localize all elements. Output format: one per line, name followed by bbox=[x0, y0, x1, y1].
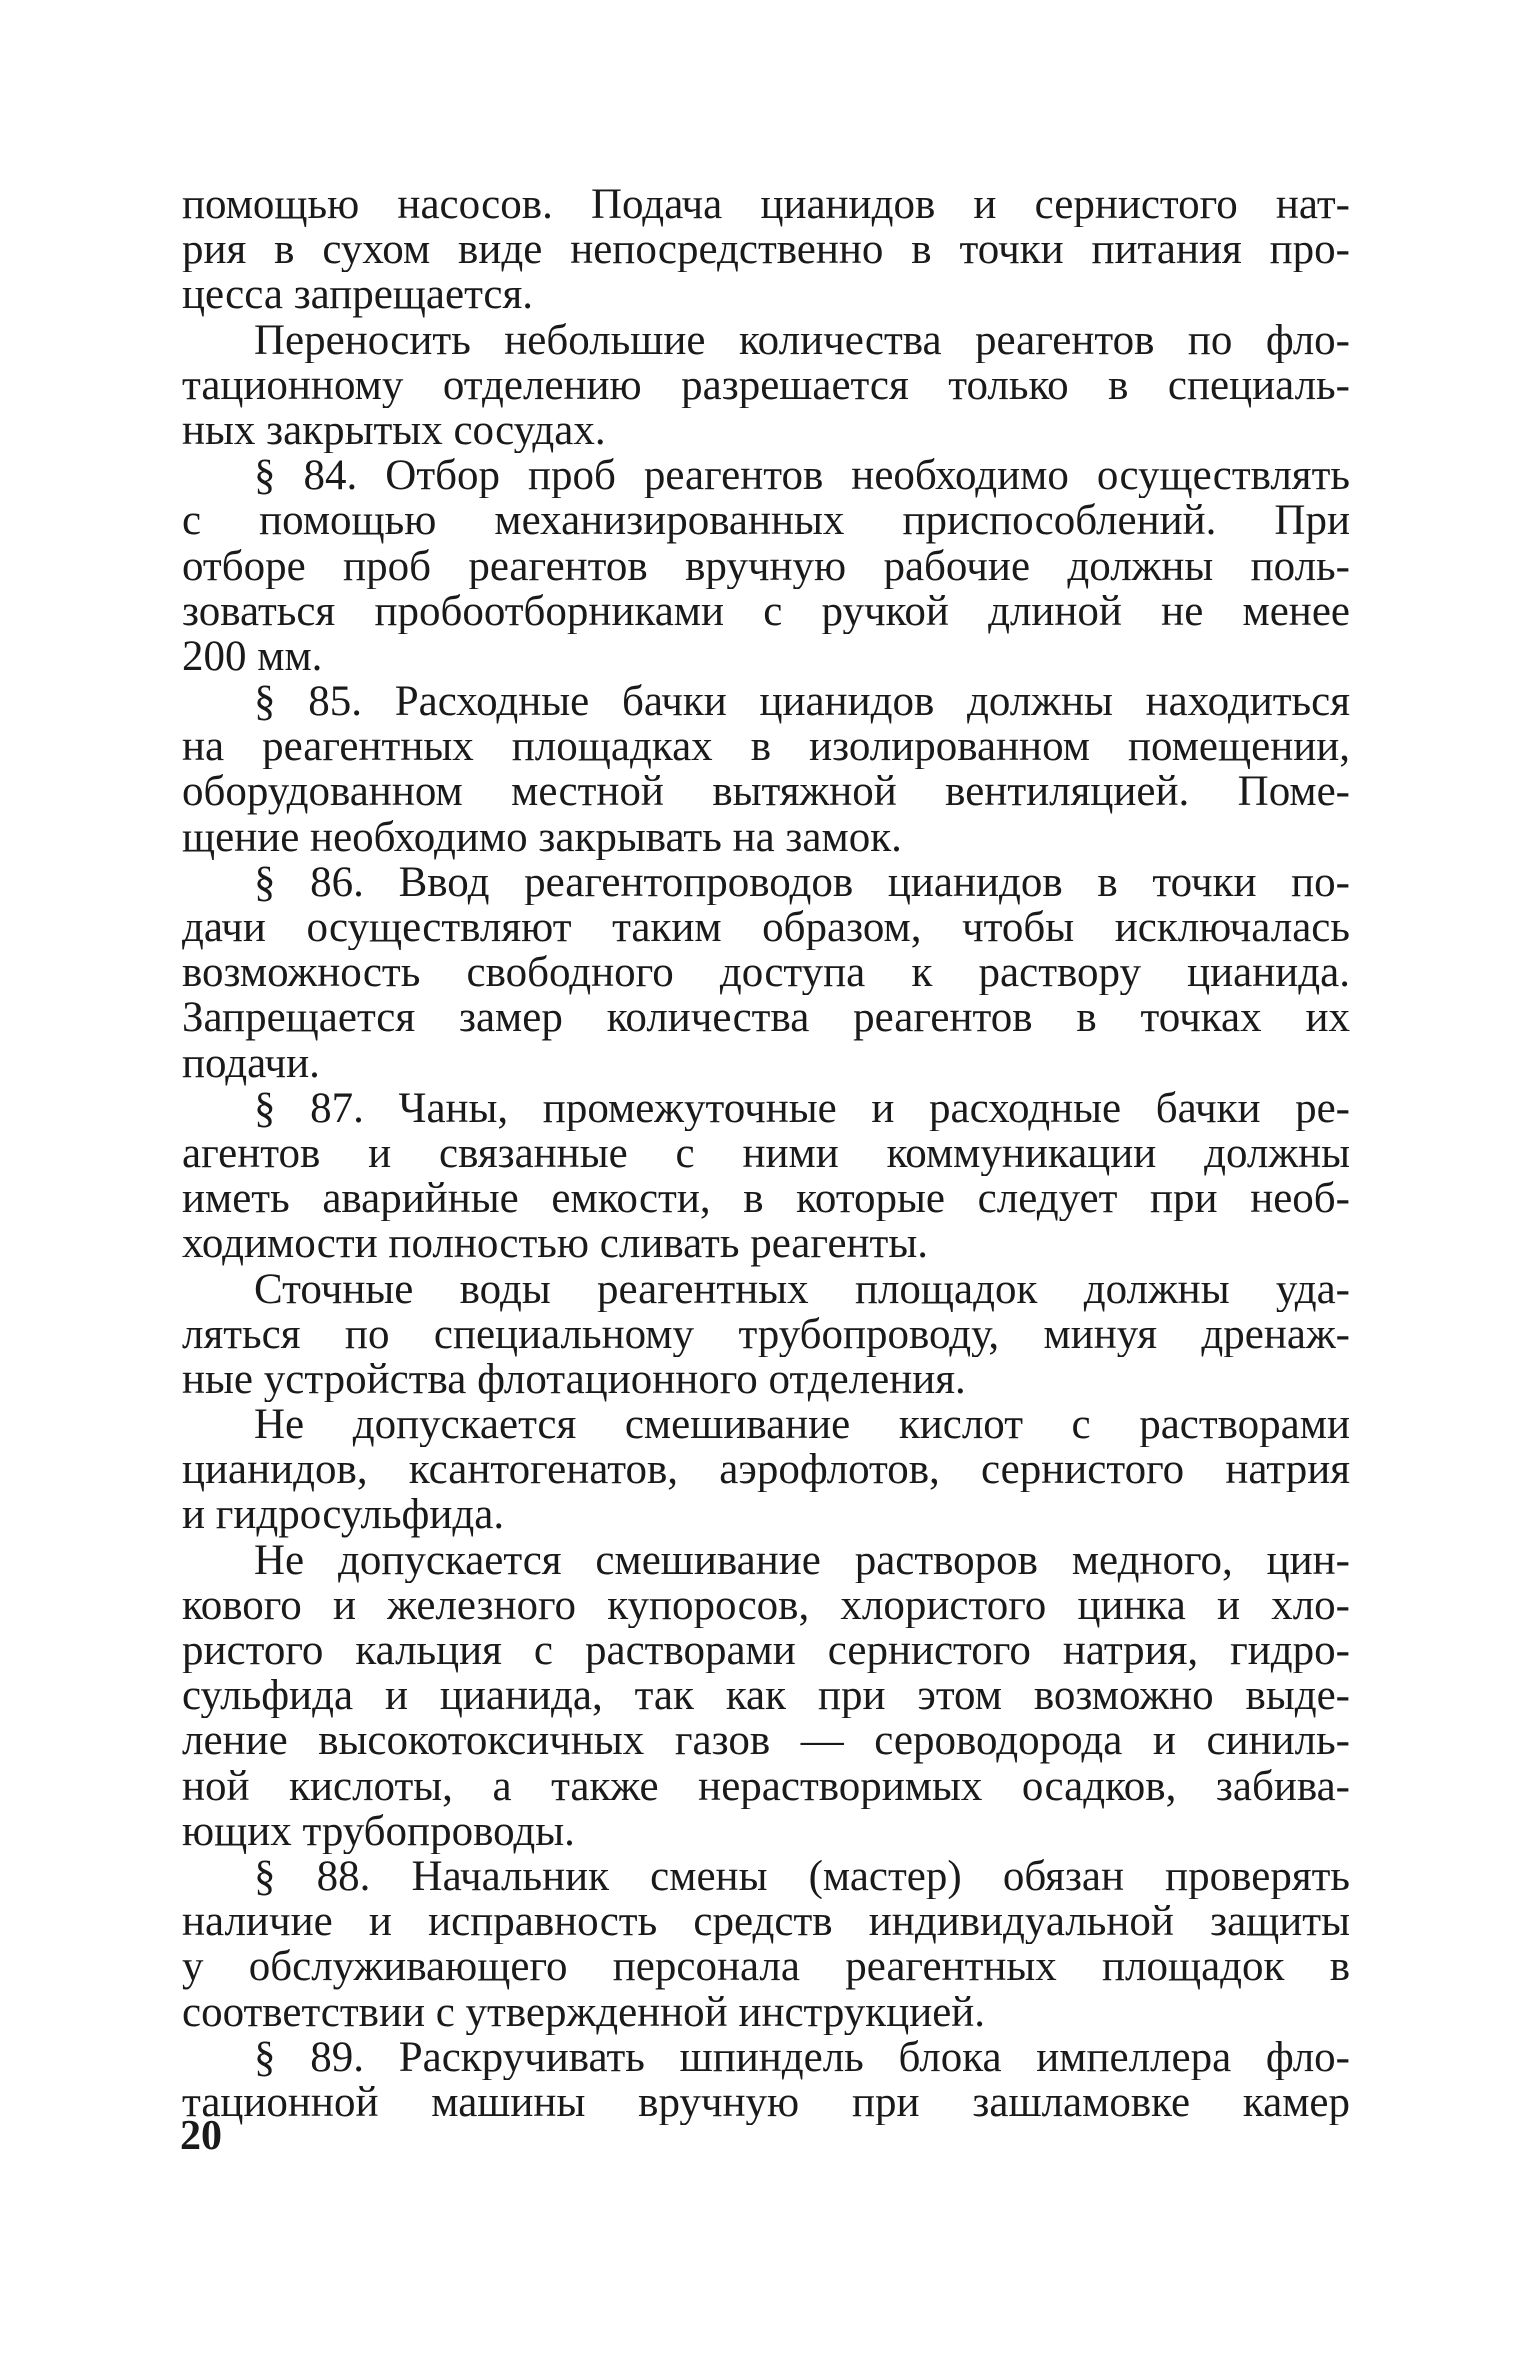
text-line: § 84. Отбор проб реагентов необходимо осуществлять bbox=[254, 453, 1350, 499]
text-line: ляться по специальному трубопроводу, минуя дренаж- bbox=[182, 1311, 1350, 1357]
text-line: агентов и связанные с ними коммуникации должны bbox=[182, 1130, 1350, 1177]
paragraph bbox=[182, 2035, 1350, 2125]
text-line: Сточные воды реагентных площадок должны уда- bbox=[254, 1266, 1350, 1312]
paragraph bbox=[182, 1267, 1350, 1403]
text-line: § 88. Начальник смены (мастер) обязан проверять bbox=[254, 1853, 1350, 1900]
page-body bbox=[182, 182, 1350, 2125]
paragraph bbox=[182, 1538, 1350, 1854]
text-line: наличие и исправность средств индивидуальной защиты bbox=[182, 1899, 1350, 1945]
text-line: кового и железного купоросов, хлористого цинка и хло- bbox=[182, 1582, 1350, 1628]
text-line: зоваться пробоотборниками с ручкой длиной не менее bbox=[182, 588, 1350, 634]
text-line: ные устройства флотационного отделения. bbox=[182, 1356, 966, 1403]
text-line: и гидросульфида. bbox=[182, 1492, 505, 1538]
text-line: у обслуживающего персонала реагентных площадок в bbox=[182, 1944, 1350, 1990]
text-line: дачи осуществляют таким образом, чтобы исключалась bbox=[182, 905, 1350, 951]
text-line: сульфида и цианида, так как при этом возможно выде- bbox=[182, 1673, 1350, 1719]
text-line: § 89. Раскручивать шпиндель блока импеллера фло- bbox=[254, 2034, 1350, 2080]
text-line: помощью насосов. Подача цианидов и сернистого нат- bbox=[182, 182, 1350, 228]
paragraph bbox=[182, 1402, 1350, 1538]
paragraph bbox=[182, 318, 1350, 454]
text-line: подачи. bbox=[182, 1040, 320, 1086]
text-line: ристого кальция с растворами сернистого натрия, гидро- bbox=[182, 1628, 1350, 1674]
text-line: § 86. Ввод реагентопроводов цианидов в точки по- bbox=[254, 859, 1350, 905]
text-line: на реагентных площадках в изолированном помещении, bbox=[182, 724, 1350, 770]
text-line: тационной машины вручную при зашламовке камер bbox=[182, 2079, 1350, 2126]
text-line: Не допускается смешивание кислот с растворами bbox=[254, 1402, 1350, 1448]
text-line: цесса запрещается. bbox=[182, 272, 534, 318]
text-line: Запрещается замер количества реагентов в точках их bbox=[182, 995, 1350, 1041]
text-line: ющих трубопроводы. bbox=[182, 1808, 575, 1854]
paragraph bbox=[182, 182, 1350, 318]
page-number: 20 bbox=[180, 2113, 222, 2159]
text-line: рия в сухом виде непосредственно в точки питания про- bbox=[182, 227, 1350, 273]
text-line: тационному отделению разрешается только в специаль- bbox=[182, 362, 1350, 408]
paragraph bbox=[182, 1854, 1350, 2035]
text-line: 200 мм. bbox=[182, 633, 323, 680]
text-line: Не допускается смешивание растворов медного, цин- bbox=[254, 1537, 1350, 1583]
text-line: ных закрытых сосудах. bbox=[182, 407, 606, 454]
paragraph bbox=[182, 679, 1350, 860]
paragraph bbox=[182, 453, 1350, 679]
text-line: отборе проб реагентов вручную рабочие должны поль- bbox=[182, 543, 1350, 589]
text-line: ной кислоты, а также нерастворимых осадков, забива- bbox=[182, 1763, 1350, 1809]
text-line: возможность свободного доступа к раствору цианида. bbox=[182, 950, 1350, 996]
text-line: Переносить небольшие количества реагентов по фло- bbox=[254, 317, 1350, 363]
text-line: ление высокотоксичных газов — сероводорода и синиль- bbox=[182, 1718, 1350, 1764]
text-line: § 85. Расходные бачки цианидов должны находиться bbox=[254, 679, 1350, 725]
text-line: оборудованном местной вытяжной вентиляцией. Поме- bbox=[182, 769, 1350, 815]
text-line: ходимости полностью сливать реагенты. bbox=[182, 1221, 928, 1267]
text-line: с помощью механизированных приспособлений. При bbox=[182, 498, 1350, 544]
text-line: соответствии с утвержденной инструкцией. bbox=[182, 1989, 986, 2035]
text-line: § 87. Чаны, промежуточные и расходные бачки ре- bbox=[254, 1085, 1350, 1131]
text-line: щение необходимо закрывать на замок. bbox=[182, 814, 902, 860]
paragraph bbox=[182, 1086, 1350, 1267]
text-line: цианидов, ксантогенатов, аэрофлотов, сернистого натрия bbox=[182, 1447, 1350, 1493]
paragraph bbox=[182, 860, 1350, 1086]
text-line: иметь аварийные емкости, в которые следует при необ- bbox=[182, 1176, 1350, 1222]
